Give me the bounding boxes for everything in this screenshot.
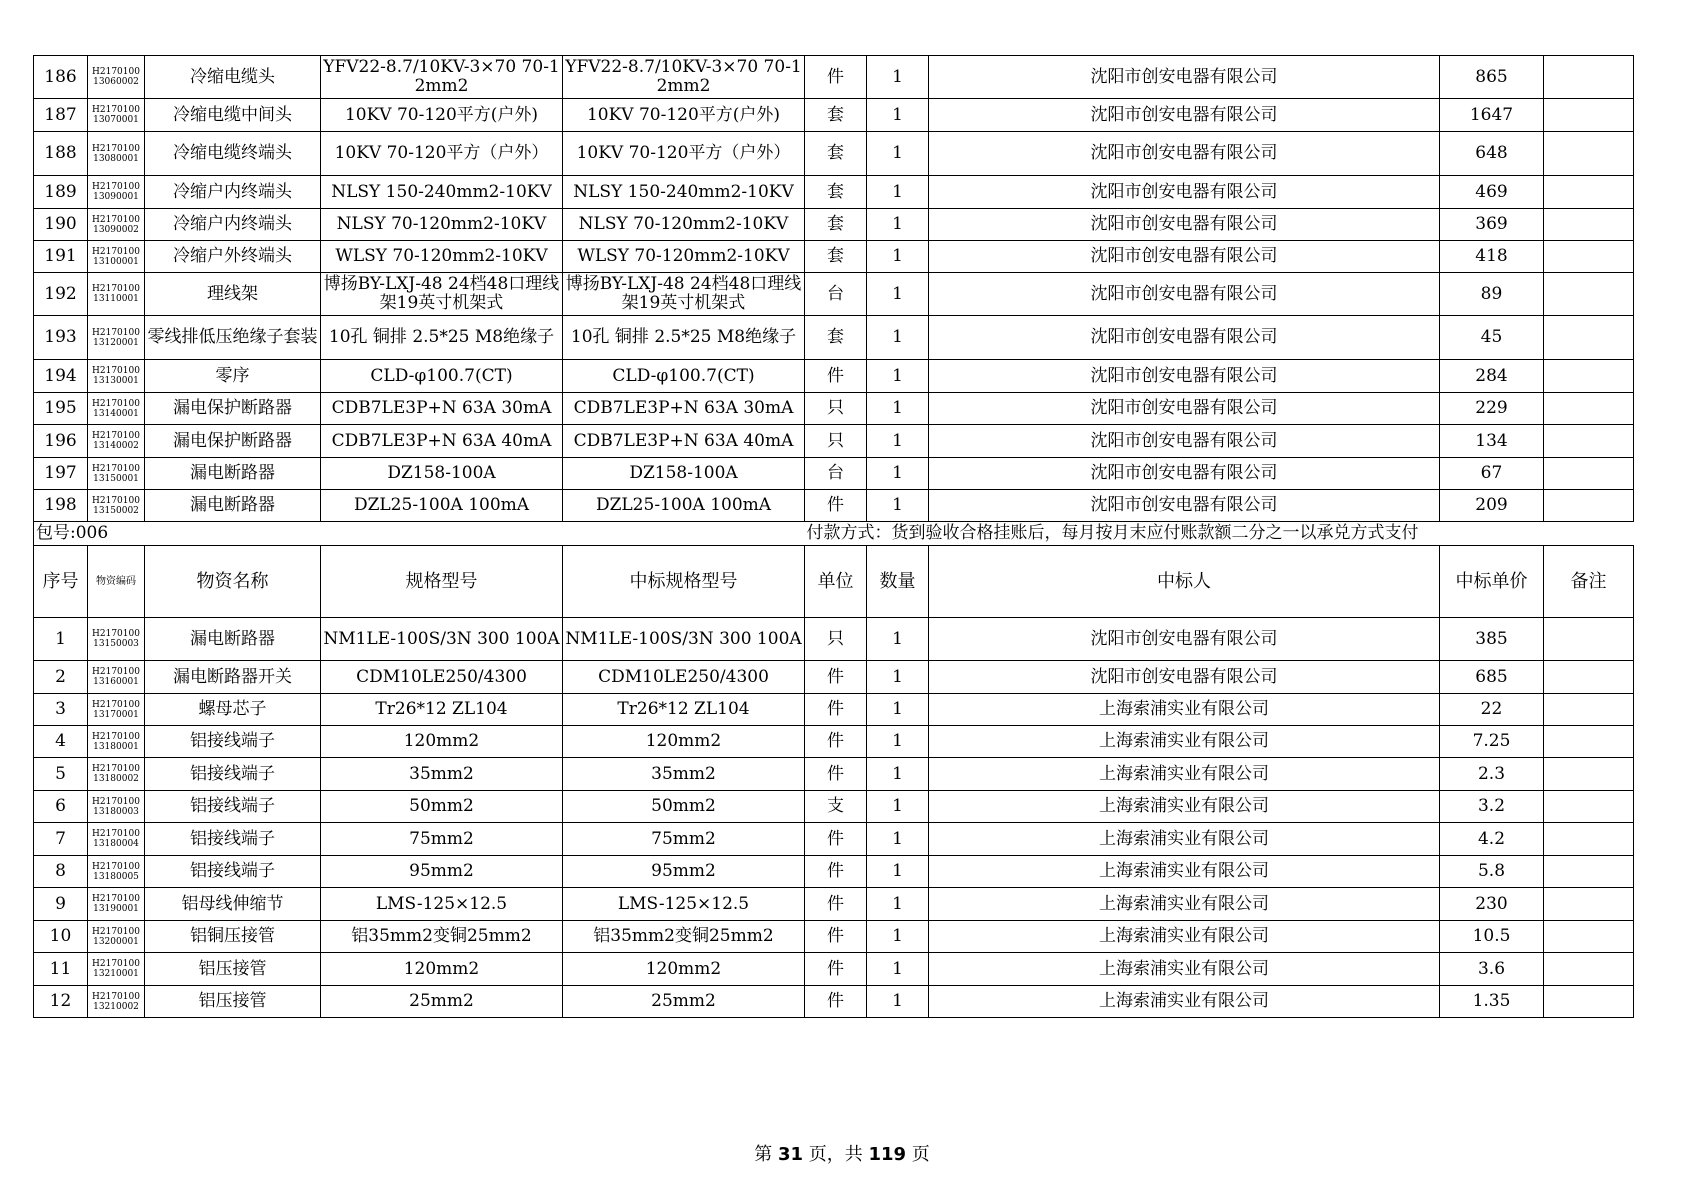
quantity: 1	[867, 209, 929, 241]
item-name: 漏电保护断路器	[145, 425, 321, 458]
unit-price: 4.2	[1440, 823, 1544, 856]
item-name: 零线排低压绝缘子套装	[145, 316, 321, 360]
row-no: 5	[34, 758, 88, 791]
note	[1544, 856, 1634, 888]
item-code: H2170100 13150001	[88, 458, 145, 490]
note	[1544, 393, 1634, 425]
item-code: H2170100 13120001	[88, 316, 145, 360]
unit: 套	[805, 241, 867, 273]
quantity: 1	[867, 458, 929, 490]
unit: 台	[805, 273, 867, 316]
bidder: 沈阳市创安电器有限公司	[929, 618, 1440, 661]
unit: 只	[805, 393, 867, 425]
bidder: 沈阳市创安电器有限公司	[929, 99, 1440, 132]
item-code: H2170100 13210002	[88, 986, 145, 1018]
note	[1544, 241, 1634, 273]
spec: 50mm2	[321, 791, 563, 823]
bid-spec: 10KV 70-120平方(户外)	[563, 99, 805, 132]
table-row	[34, 393, 1634, 425]
row-no: 197	[34, 458, 88, 490]
unit-price: 418	[1440, 241, 1544, 273]
page-number: 31	[777, 1144, 804, 1165]
bidder: 沈阳市创安电器有限公司	[929, 56, 1440, 99]
table-row	[34, 99, 1634, 132]
item-code: H2170100 13180001	[88, 726, 145, 758]
bidder: 上海索浦实业有限公司	[929, 986, 1440, 1018]
table-row	[34, 241, 1634, 273]
bidder: 沈阳市创安电器有限公司	[929, 273, 1440, 316]
bidder: 沈阳市创安电器有限公司	[929, 425, 1440, 458]
table-row	[34, 986, 1634, 1018]
row-no: 195	[34, 393, 88, 425]
header-price: 中标单价	[1440, 546, 1544, 618]
spec: 95mm2	[321, 856, 563, 888]
spec: Tr26*12 ZL104	[321, 694, 563, 726]
item-code: H2170100 13190001	[88, 888, 145, 921]
row-no: 7	[34, 823, 88, 856]
bid-spec: 25mm2	[563, 986, 805, 1018]
row-no: 2	[34, 661, 88, 694]
item-name: 漏电断路器开关	[145, 661, 321, 694]
row-no: 194	[34, 360, 88, 393]
page-total: 119	[868, 1144, 907, 1165]
unit-price: 385	[1440, 618, 1544, 661]
table-row	[34, 209, 1634, 241]
table-row	[34, 921, 1634, 953]
unit: 件	[805, 360, 867, 393]
note	[1544, 458, 1634, 490]
item-name: 冷缩电缆终端头	[145, 132, 321, 176]
spec: 10KV 70-120平方(户外)	[321, 99, 563, 132]
row-no: 6	[34, 791, 88, 823]
quantity: 1	[867, 56, 929, 99]
bidder: 沈阳市创安电器有限公司	[929, 209, 1440, 241]
note	[1544, 209, 1634, 241]
row-no: 9	[34, 888, 88, 921]
table-row	[34, 953, 1634, 986]
unit-price: 7.25	[1440, 726, 1544, 758]
spec: CDB7LE3P+N 63A 30mA	[321, 393, 563, 425]
note	[1544, 953, 1634, 986]
note	[1544, 888, 1634, 921]
item-name: 漏电保护断路器	[145, 393, 321, 425]
header-code: 物资编码	[88, 546, 145, 618]
row-no: 188	[34, 132, 88, 176]
spec: CDB7LE3P+N 63A 40mA	[321, 425, 563, 458]
item-code: H2170100 13170001	[88, 694, 145, 726]
unit-price: 67	[1440, 458, 1544, 490]
table-row	[34, 618, 1634, 661]
spec: DZ158-100A	[321, 458, 563, 490]
row-no: 193	[34, 316, 88, 360]
unit-price: 3.2	[1440, 791, 1544, 823]
unit-price: 89	[1440, 273, 1544, 316]
unit-price: 1647	[1440, 99, 1544, 132]
bid-spec: Tr26*12 ZL104	[563, 694, 805, 726]
item-name: 螺母芯子	[145, 694, 321, 726]
item-name: 铝接线端子	[145, 791, 321, 823]
row-no: 186	[34, 56, 88, 99]
item-code: H2170100 13060002	[88, 56, 145, 99]
unit: 件	[805, 888, 867, 921]
item-code: H2170100 13150002	[88, 490, 145, 522]
unit-price: 648	[1440, 132, 1544, 176]
payment-terms: 付款方式：货到验收合格挂账后，每月按月末应付账款额二分之一以承兑方式支付	[805, 522, 1634, 546]
unit-price: 2.3	[1440, 758, 1544, 791]
bid-spec: DZ158-100A	[563, 458, 805, 490]
unit: 件	[805, 986, 867, 1018]
unit: 件	[805, 490, 867, 522]
item-name: 零序	[145, 360, 321, 393]
bid-spec: NLSY 70-120mm2-10KV	[563, 209, 805, 241]
item-name: 理线架	[145, 273, 321, 316]
unit: 件	[805, 953, 867, 986]
table-row	[34, 791, 1634, 823]
unit-price: 5.8	[1440, 856, 1544, 888]
bidder: 上海索浦实业有限公司	[929, 726, 1440, 758]
unit: 件	[805, 694, 867, 726]
bid-spec: 75mm2	[563, 823, 805, 856]
unit: 套	[805, 209, 867, 241]
unit-price: 685	[1440, 661, 1544, 694]
spec: 35mm2	[321, 758, 563, 791]
table-row	[34, 176, 1634, 209]
item-name: 漏电断路器	[145, 458, 321, 490]
note	[1544, 758, 1634, 791]
bidder: 沈阳市创安电器有限公司	[929, 490, 1440, 522]
bid-spec: NM1LE-100S/3N 300 100A	[563, 618, 805, 661]
quantity: 1	[867, 726, 929, 758]
bidder: 沈阳市创安电器有限公司	[929, 661, 1440, 694]
bidder: 沈阳市创安电器有限公司	[929, 360, 1440, 393]
row-no: 198	[34, 490, 88, 522]
note	[1544, 823, 1634, 856]
bid-spec: 120mm2	[563, 726, 805, 758]
quantity: 1	[867, 758, 929, 791]
bid-spec: 50mm2	[563, 791, 805, 823]
bidder: 沈阳市创安电器有限公司	[929, 176, 1440, 209]
row-no: 191	[34, 241, 88, 273]
note	[1544, 490, 1634, 522]
unit-price: 469	[1440, 176, 1544, 209]
note	[1544, 316, 1634, 360]
bid-spec: 10KV 70-120平方（户外）	[563, 132, 805, 176]
spec: 博扬BY-LXJ-48 24档48口理线架19英寸机架式	[321, 273, 563, 316]
item-code: H2170100 13080001	[88, 132, 145, 176]
package-row	[34, 522, 1634, 546]
item-name: 冷缩户内终端头	[145, 209, 321, 241]
note	[1544, 99, 1634, 132]
row-no: 12	[34, 986, 88, 1018]
item-name: 铝接线端子	[145, 726, 321, 758]
bid-spec: 铝35mm2变铜25mm2	[563, 921, 805, 953]
item-name: 冷缩户外终端头	[145, 241, 321, 273]
row-no: 8	[34, 856, 88, 888]
unit: 套	[805, 132, 867, 176]
bidder: 上海索浦实业有限公司	[929, 791, 1440, 823]
spec: CDM10LE250/4300	[321, 661, 563, 694]
quantity: 1	[867, 856, 929, 888]
row-no: 11	[34, 953, 88, 986]
header-unit: 单位	[805, 546, 867, 618]
table-row	[34, 316, 1634, 360]
bid-spec: YFV22-8.7/10KV-3×70 70-12mm2	[563, 56, 805, 99]
spec: WLSY 70-120mm2-10KV	[321, 241, 563, 273]
item-name: 铝压接管	[145, 953, 321, 986]
table-row	[34, 726, 1634, 758]
unit: 件	[805, 758, 867, 791]
table-row	[34, 132, 1634, 176]
item-code: H2170100 13110001	[88, 273, 145, 316]
note	[1544, 56, 1634, 99]
item-code: H2170100 13180005	[88, 856, 145, 888]
spec: 120mm2	[321, 953, 563, 986]
unit-price: 3.6	[1440, 953, 1544, 986]
spec: YFV22-8.7/10KV-3×70 70-12mm2	[321, 56, 563, 99]
item-code: H2170100 13090002	[88, 209, 145, 241]
bottom-rows	[34, 618, 1634, 1018]
bid-spec: 95mm2	[563, 856, 805, 888]
note	[1544, 425, 1634, 458]
item-code: H2170100 13140001	[88, 393, 145, 425]
item-name: 铝铜压接管	[145, 921, 321, 953]
quantity: 1	[867, 273, 929, 316]
page-footer: 第 31 页，共 119 页	[754, 1144, 930, 1165]
item-code: H2170100 13180003	[88, 791, 145, 823]
item-name: 漏电断路器	[145, 618, 321, 661]
quantity: 1	[867, 618, 929, 661]
spec: NLSY 150-240mm2-10KV	[321, 176, 563, 209]
quantity: 1	[867, 132, 929, 176]
bidder: 上海索浦实业有限公司	[929, 758, 1440, 791]
table-row	[34, 56, 1634, 99]
header-name: 物资名称	[145, 546, 321, 618]
bid-spec: LMS-125×12.5	[563, 888, 805, 921]
item-code: H2170100 13140002	[88, 425, 145, 458]
item-name: 漏电断路器	[145, 490, 321, 522]
bidder: 沈阳市创安电器有限公司	[929, 316, 1440, 360]
note	[1544, 726, 1634, 758]
table-row	[34, 360, 1634, 393]
bidder: 沈阳市创安电器有限公司	[929, 241, 1440, 273]
bid-results-table	[33, 55, 1634, 1018]
quantity: 1	[867, 694, 929, 726]
unit: 件	[805, 726, 867, 758]
spec: CLD-φ100.7(CT)	[321, 360, 563, 393]
item-code: H2170100 13180002	[88, 758, 145, 791]
bidder: 沈阳市创安电器有限公司	[929, 132, 1440, 176]
bid-spec: 35mm2	[563, 758, 805, 791]
unit: 台	[805, 458, 867, 490]
note	[1544, 273, 1634, 316]
unit: 支	[805, 791, 867, 823]
quantity: 1	[867, 425, 929, 458]
table-row	[34, 458, 1634, 490]
bidder: 沈阳市创安电器有限公司	[929, 458, 1440, 490]
bid-spec: CLD-φ100.7(CT)	[563, 360, 805, 393]
item-name: 铝接线端子	[145, 758, 321, 791]
note	[1544, 618, 1634, 661]
item-code: H2170100 13130001	[88, 360, 145, 393]
note	[1544, 360, 1634, 393]
unit: 件	[805, 921, 867, 953]
quantity: 1	[867, 921, 929, 953]
header-spec: 规格型号	[321, 546, 563, 618]
row-no: 3	[34, 694, 88, 726]
package-section	[34, 522, 1634, 618]
bidder: 上海索浦实业有限公司	[929, 856, 1440, 888]
unit-price: 22	[1440, 694, 1544, 726]
unit: 只	[805, 425, 867, 458]
note	[1544, 661, 1634, 694]
spec: 10KV 70-120平方（户外）	[321, 132, 563, 176]
bid-spec: CDB7LE3P+N 63A 30mA	[563, 393, 805, 425]
bidder: 上海索浦实业有限公司	[929, 694, 1440, 726]
spec: NLSY 70-120mm2-10KV	[321, 209, 563, 241]
bid-spec: 10孔 铜排 2.5*25 M8绝缘子	[563, 316, 805, 360]
note	[1544, 921, 1634, 953]
spec: 120mm2	[321, 726, 563, 758]
header-row	[34, 546, 1634, 618]
quantity: 1	[867, 99, 929, 132]
item-code: H2170100 13150003	[88, 618, 145, 661]
top-rows	[34, 56, 1634, 522]
unit: 件	[805, 661, 867, 694]
unit: 套	[805, 176, 867, 209]
unit: 件	[805, 823, 867, 856]
bidder: 沈阳市创安电器有限公司	[929, 393, 1440, 425]
row-no: 10	[34, 921, 88, 953]
item-name: 铝母线伸缩节	[145, 888, 321, 921]
unit: 件	[805, 56, 867, 99]
unit-price: 209	[1440, 490, 1544, 522]
unit-price: 10.5	[1440, 921, 1544, 953]
item-code: H2170100 13160001	[88, 661, 145, 694]
row-no: 4	[34, 726, 88, 758]
unit-price: 865	[1440, 56, 1544, 99]
package-label: 包号:006	[34, 522, 145, 546]
quantity: 1	[867, 176, 929, 209]
row-no: 187	[34, 99, 88, 132]
row-no: 192	[34, 273, 88, 316]
item-code: H2170100 13210001	[88, 953, 145, 986]
row-no: 190	[34, 209, 88, 241]
item-name: 冷缩电缆头	[145, 56, 321, 99]
unit: 套	[805, 99, 867, 132]
quantity: 1	[867, 393, 929, 425]
unit-price: 284	[1440, 360, 1544, 393]
unit-price: 134	[1440, 425, 1544, 458]
bid-spec: NLSY 150-240mm2-10KV	[563, 176, 805, 209]
spec: 75mm2	[321, 823, 563, 856]
table-row	[34, 273, 1634, 316]
table-row	[34, 694, 1634, 726]
unit: 只	[805, 618, 867, 661]
item-name: 铝接线端子	[145, 823, 321, 856]
table-row	[34, 823, 1634, 856]
table-row	[34, 856, 1634, 888]
quantity: 1	[867, 823, 929, 856]
spec: 铝35mm2变铜25mm2	[321, 921, 563, 953]
header-bidder: 中标人	[929, 546, 1440, 618]
table-row	[34, 758, 1634, 791]
unit-price: 369	[1440, 209, 1544, 241]
item-code: H2170100 13090001	[88, 176, 145, 209]
note	[1544, 694, 1634, 726]
row-no: 196	[34, 425, 88, 458]
spec: LMS-125×12.5	[321, 888, 563, 921]
item-name: 铝接线端子	[145, 856, 321, 888]
table-row	[34, 490, 1634, 522]
bidder: 上海索浦实业有限公司	[929, 953, 1440, 986]
item-name: 冷缩户内终端头	[145, 176, 321, 209]
note	[1544, 132, 1634, 176]
table-row	[34, 425, 1634, 458]
quantity: 1	[867, 360, 929, 393]
quantity: 1	[867, 316, 929, 360]
header-bid-spec: 中标规格型号	[563, 546, 805, 618]
spec: NM1LE-100S/3N 300 100A	[321, 618, 563, 661]
row-no: 1	[34, 618, 88, 661]
item-code: H2170100 13100001	[88, 241, 145, 273]
unit-price: 45	[1440, 316, 1544, 360]
bid-spec: CDB7LE3P+N 63A 40mA	[563, 425, 805, 458]
note	[1544, 176, 1634, 209]
spec: 25mm2	[321, 986, 563, 1018]
bid-spec: DZL25-100A 100mA	[563, 490, 805, 522]
unit-price: 1.35	[1440, 986, 1544, 1018]
bidder: 上海索浦实业有限公司	[929, 823, 1440, 856]
bid-spec: 博扬BY-LXJ-48 24档48口理线架19英寸机架式	[563, 273, 805, 316]
unit: 套	[805, 316, 867, 360]
unit: 件	[805, 856, 867, 888]
unit-price: 229	[1440, 393, 1544, 425]
quantity: 1	[867, 661, 929, 694]
item-code: H2170100 13070001	[88, 99, 145, 132]
item-name: 铝压接管	[145, 986, 321, 1018]
quantity: 1	[867, 986, 929, 1018]
bidder: 上海索浦实业有限公司	[929, 921, 1440, 953]
quantity: 1	[867, 953, 929, 986]
item-name: 冷缩电缆中间头	[145, 99, 321, 132]
quantity: 1	[867, 490, 929, 522]
header-qty: 数量	[867, 546, 929, 618]
note	[1544, 791, 1634, 823]
bid-spec: 120mm2	[563, 953, 805, 986]
bid-spec: WLSY 70-120mm2-10KV	[563, 241, 805, 273]
bid-spec: CDM10LE250/4300	[563, 661, 805, 694]
item-code: H2170100 13180004	[88, 823, 145, 856]
header-no: 序号	[34, 546, 88, 618]
note	[1544, 986, 1634, 1018]
quantity: 1	[867, 241, 929, 273]
header-note: 备注	[1544, 546, 1634, 618]
quantity: 1	[867, 888, 929, 921]
quantity: 1	[867, 791, 929, 823]
spec: DZL25-100A 100mA	[321, 490, 563, 522]
table-row	[34, 661, 1634, 694]
unit-price: 230	[1440, 888, 1544, 921]
table-row	[34, 888, 1634, 921]
row-no: 189	[34, 176, 88, 209]
bidder: 上海索浦实业有限公司	[929, 888, 1440, 921]
spec: 10孔 铜排 2.5*25 M8绝缘子	[321, 316, 563, 360]
item-code: H2170100 13200001	[88, 921, 145, 953]
